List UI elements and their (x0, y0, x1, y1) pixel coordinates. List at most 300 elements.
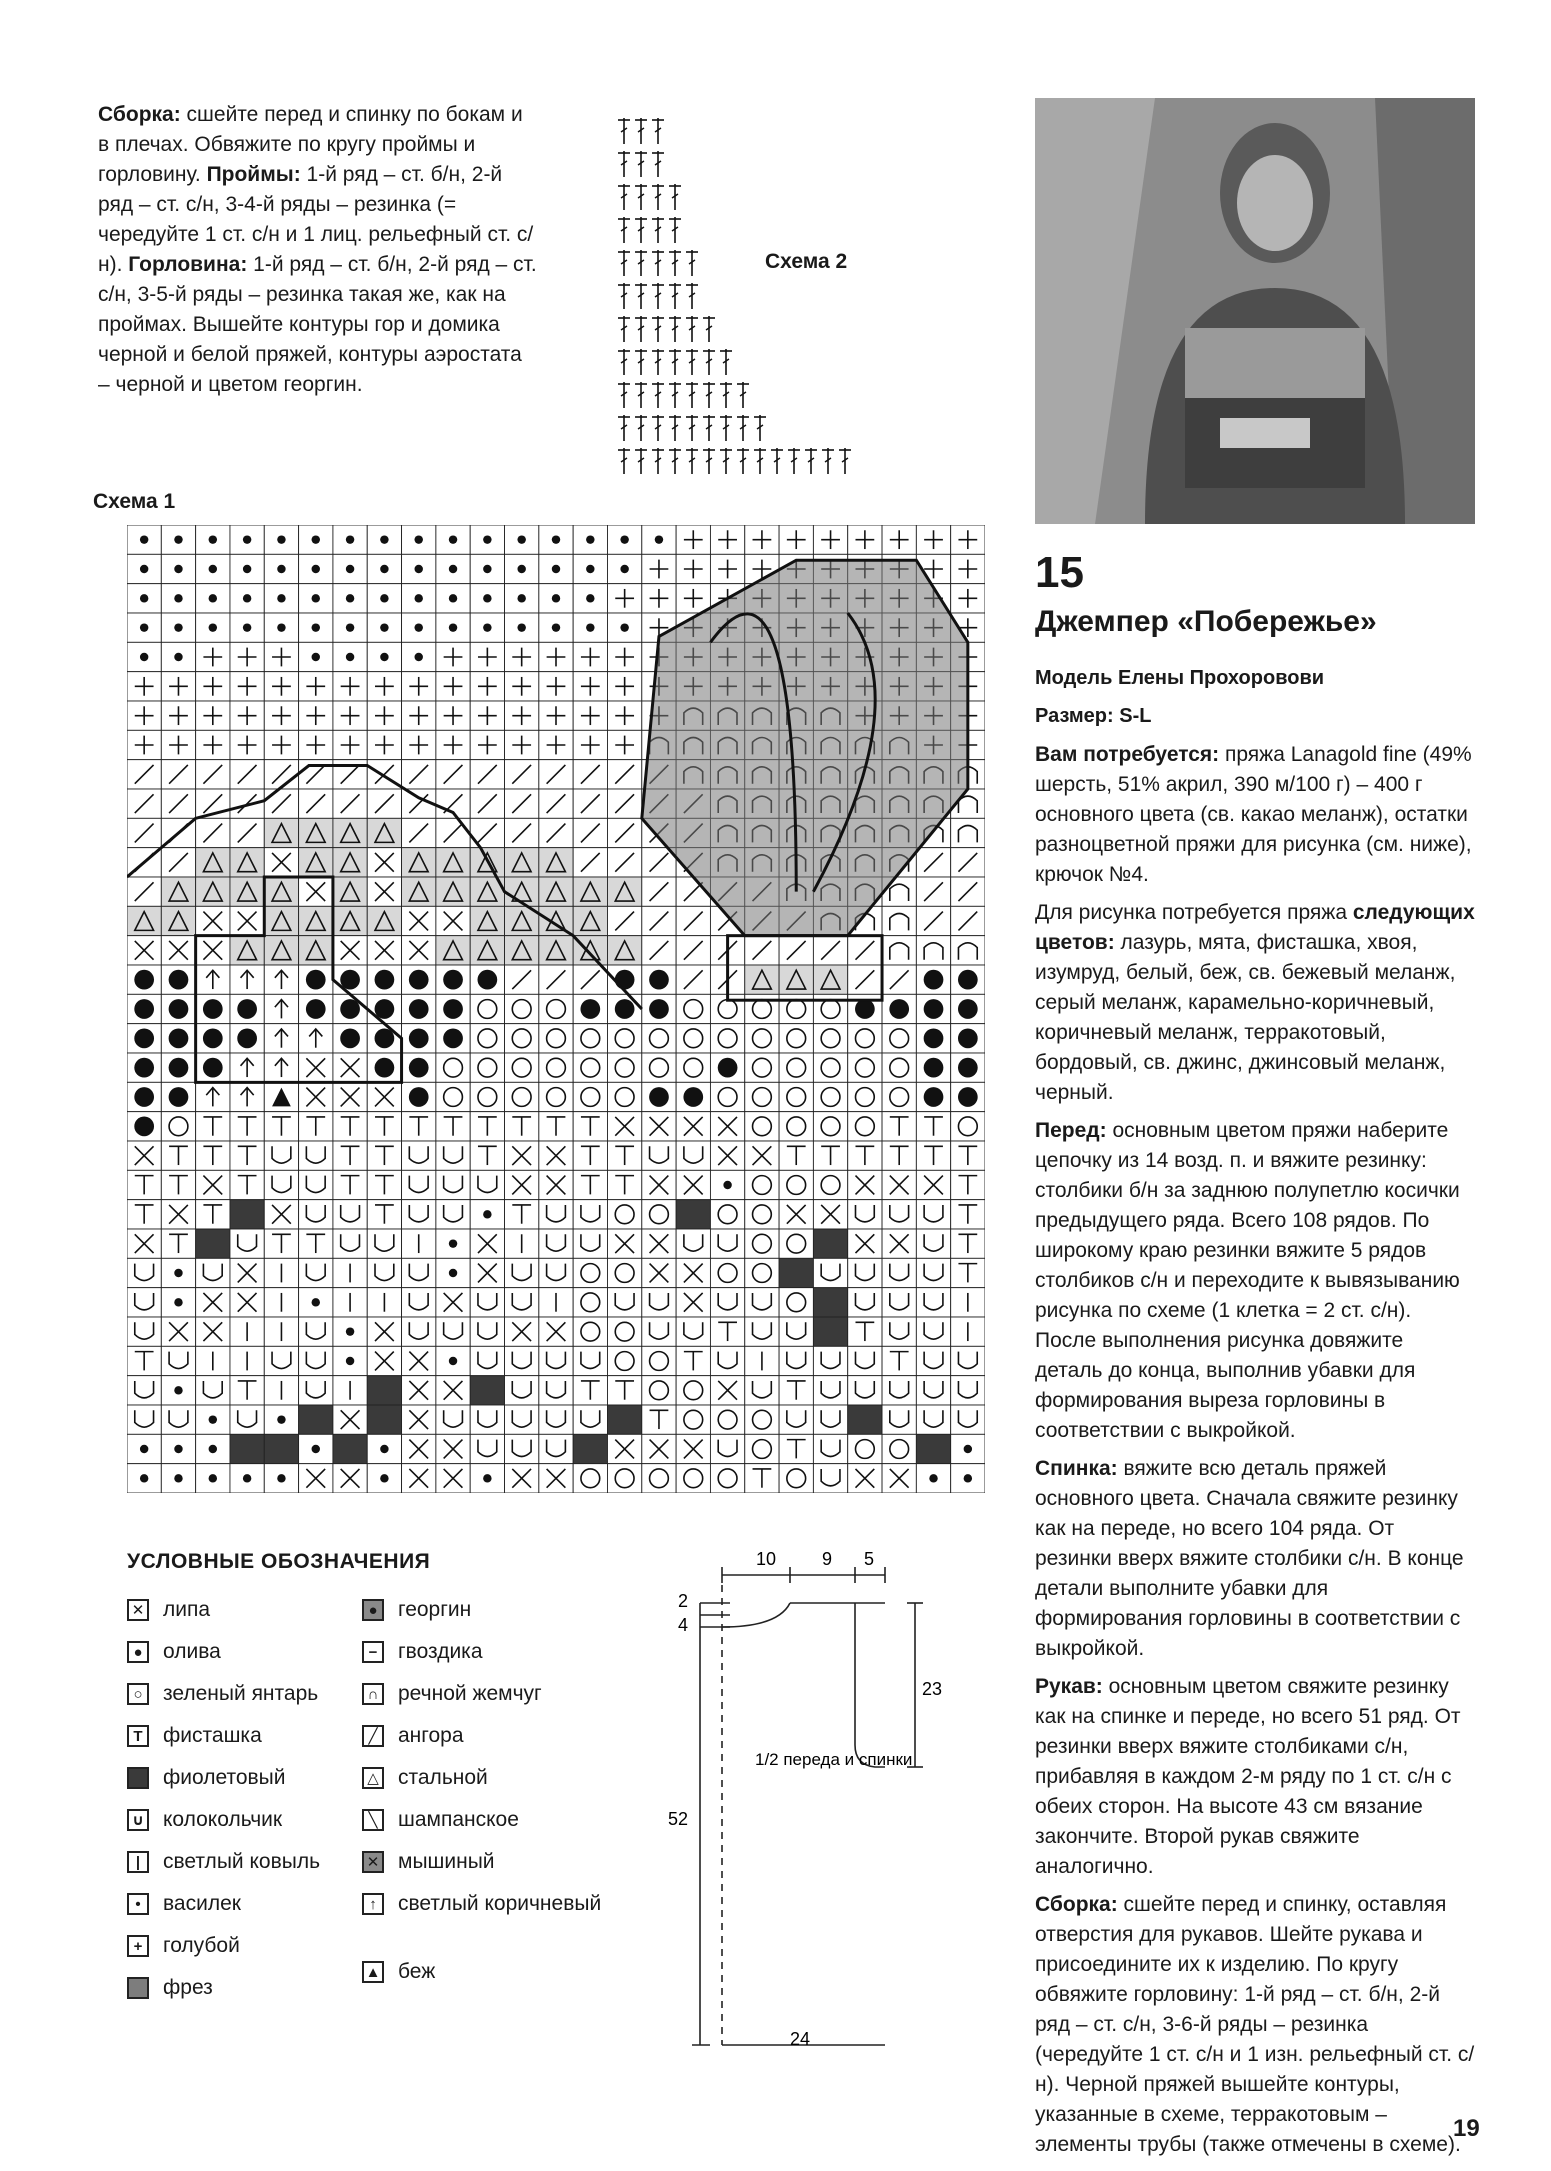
chart-cell (299, 1464, 333, 1493)
chart-cell (161, 613, 195, 642)
legend-label: фисташка (163, 1724, 262, 1747)
chart-cell (161, 848, 195, 877)
chart-cell (161, 1258, 195, 1287)
chart-cell (436, 936, 470, 965)
chart-cell (196, 936, 230, 965)
chart-cell (161, 1024, 195, 1053)
chart-cell (127, 818, 161, 847)
chart-cell (196, 642, 230, 671)
legend-item (127, 1724, 387, 1766)
crochet-stitch (737, 415, 749, 441)
crochet-stitch (720, 415, 732, 441)
assembly-text: сшейте перед и спинку по бокам и в плечах. Обвяжите по кругу проймы и горловину. (98, 103, 523, 186)
chart-cell (402, 1141, 436, 1170)
chart-cell (607, 906, 641, 935)
chart-cell (264, 818, 298, 847)
chart-cell (539, 1082, 573, 1111)
chart-cell (813, 1024, 847, 1053)
chart-cell (196, 906, 230, 935)
chart-cell (333, 1346, 367, 1375)
chart-cell (573, 672, 607, 701)
chart-cell (196, 1024, 230, 1053)
chart-cell (436, 642, 470, 671)
chart-cell (848, 1170, 882, 1199)
crochet-stitch (754, 448, 766, 474)
chart-cell (436, 1405, 470, 1434)
chart-cell (573, 554, 607, 583)
chart-cell (127, 789, 161, 818)
chart-cell (539, 730, 573, 759)
chart-cell (196, 1288, 230, 1317)
chart-cell (161, 877, 195, 906)
chart-cell (436, 818, 470, 847)
chart-cell (367, 818, 401, 847)
chart-cell (333, 789, 367, 818)
front-paragraph: Перед: основным цветом пряжи наберите цепочку из 14 возд. п. и вяжите резинку: столбики б/н за заднюю полупетлю косички предыдущего ряда. Всего 108 рядов. По широкому краю резинки вяжите 5 рядов столбиков с/н и переходите к вывязыванию рисунка по схеме (1 клетка = 2 ст. с/н). После выполнения рисунка довяжите деталь до конца, выполнив убавки для формирования выреза горловины в соответствии с выкройкой. (1035, 1119, 1460, 1442)
chart-cell (264, 1141, 298, 1170)
chart-cell (436, 730, 470, 759)
crochet-stitch (652, 316, 664, 342)
chart-cell (813, 1229, 847, 1258)
chart-cell (367, 554, 401, 583)
chart-cell (264, 730, 298, 759)
chart-cell (196, 525, 230, 554)
chart-cell (127, 1082, 161, 1111)
chart-cell (710, 1434, 744, 1463)
chart-cell (573, 584, 607, 613)
crochet-stitch (618, 316, 630, 342)
chart-cell (710, 1082, 744, 1111)
chart-cell (607, 672, 641, 701)
chart-cell (813, 1112, 847, 1141)
chart-cell (367, 1053, 401, 1082)
chart-cell (573, 613, 607, 642)
chart-cell (436, 1376, 470, 1405)
chart-cell (607, 1288, 641, 1317)
chart-cell (642, 1112, 676, 1141)
chart-cell (264, 994, 298, 1023)
legend-item (127, 1640, 387, 1682)
chart-cell (230, 1170, 264, 1199)
chart-cell (161, 1082, 195, 1111)
chart-cell (916, 525, 950, 554)
chart-cell (264, 1376, 298, 1405)
chart-cell (951, 1200, 985, 1229)
chart-cell (436, 1464, 470, 1493)
chart-cell (196, 1112, 230, 1141)
chart-cell (676, 1112, 710, 1141)
chart-cell (676, 1288, 710, 1317)
chart-cell (951, 906, 985, 935)
chart-cell (127, 1200, 161, 1229)
chart-cell (779, 1288, 813, 1317)
chart-cell (299, 1053, 333, 1082)
chart-cell (299, 642, 333, 671)
chart-cell (333, 1024, 367, 1053)
chart-cell (505, 848, 539, 877)
chart-cell (402, 1288, 436, 1317)
chart-cell (230, 906, 264, 935)
legend-item (362, 1892, 622, 1960)
chart-cell (813, 1141, 847, 1170)
chart-cell (264, 525, 298, 554)
chart-cell (710, 1229, 744, 1258)
crochet-stitch (686, 283, 698, 309)
chart-cell (848, 1200, 882, 1229)
chart-cell (333, 554, 367, 583)
chart-cell (470, 965, 504, 994)
chart-cell (539, 1346, 573, 1375)
chart-cell (127, 1141, 161, 1170)
crochet-stitch (686, 349, 698, 375)
chart-cell (882, 1434, 916, 1463)
chart-cell (470, 642, 504, 671)
chart-cell (402, 672, 436, 701)
chart-cell (607, 760, 641, 789)
measure-top-10: 10 (756, 1549, 777, 1569)
chart-cell (951, 1434, 985, 1463)
chart-cell (779, 1405, 813, 1434)
chart-cell (916, 1170, 950, 1199)
chart-cell (367, 584, 401, 613)
chart-cell (127, 1376, 161, 1405)
chart-cell (299, 1405, 333, 1434)
crochet-stitch (737, 382, 749, 408)
legend-symbol-icon: ↑ (362, 1893, 384, 1915)
chart-cell (127, 613, 161, 642)
legend-label: шампанское (398, 1808, 519, 1831)
chart-cell (230, 1082, 264, 1111)
chart-cell (848, 1405, 882, 1434)
chart-cell (848, 1082, 882, 1111)
crochet-stitch (635, 217, 647, 243)
legend-symbol-icon: − (362, 1641, 384, 1663)
colors-paragraph: Для рисунка потребуется пряжа следующих цветов: лазурь, мята, фисташка, хвоя, изумруд, белый, беж, св. бежевый меланж, серый меланж, карамельно-коричневый, коричневый меланж, терракотовый, бордовый, св. джинс, джинсовый меланж, черный. (1035, 901, 1475, 1104)
legend-item (127, 1892, 387, 1934)
chart-cell (470, 1288, 504, 1317)
legend-label: светлый ковыль (163, 1850, 321, 1873)
chart-cell (539, 1258, 573, 1287)
chart-cell (573, 906, 607, 935)
chart-cell (505, 1317, 539, 1346)
chart-cell (367, 965, 401, 994)
crochet-stitch (703, 448, 715, 474)
chart-cell (333, 1053, 367, 1082)
chart-cell (333, 1112, 367, 1141)
chart-cell (676, 906, 710, 935)
chart-cell (505, 701, 539, 730)
chart-cell (127, 672, 161, 701)
legend-label: георгин (398, 1598, 472, 1621)
chart-cell (196, 730, 230, 759)
legend-item (362, 1682, 622, 1724)
chart-cell (505, 1229, 539, 1258)
chart-cell (573, 642, 607, 671)
chart-cell (882, 1288, 916, 1317)
chart-cell (539, 672, 573, 701)
chart-cell (161, 1346, 195, 1375)
chart-cell (539, 1376, 573, 1405)
chart-cell (882, 1376, 916, 1405)
chart-cell (333, 1141, 367, 1170)
chart-cell (161, 1141, 195, 1170)
chart-cell (127, 554, 161, 583)
legend-item (362, 1850, 622, 1892)
chart-cell (333, 584, 367, 613)
chart-cell (607, 1346, 641, 1375)
chart-cell (402, 584, 436, 613)
chart-cell (196, 1053, 230, 1082)
chart-cell (573, 1434, 607, 1463)
chart-cell (367, 848, 401, 877)
chart-cell (264, 613, 298, 642)
chart-cell (745, 1141, 779, 1170)
chart-cell (127, 1024, 161, 1053)
chart-cell (470, 789, 504, 818)
chart-cell (367, 1082, 401, 1111)
chart-cell (333, 701, 367, 730)
chart-cell (230, 994, 264, 1023)
chart-cell (402, 730, 436, 759)
chart-cell (230, 1053, 264, 1082)
chart-cell (642, 1053, 676, 1082)
chart-cell (402, 1317, 436, 1346)
chart-cell (573, 1082, 607, 1111)
crochet-stitch (635, 151, 647, 177)
chart-cell (745, 1170, 779, 1199)
chart-cell (916, 1434, 950, 1463)
chart-cell (436, 848, 470, 877)
chart-cell (951, 1464, 985, 1493)
chart-cell (642, 584, 676, 613)
chart-cell (264, 642, 298, 671)
chart-cell (607, 1141, 641, 1170)
legend-symbol-icon: T (127, 1725, 149, 1747)
chart-cell (230, 730, 264, 759)
chart-cell (916, 1288, 950, 1317)
legend-item (127, 1682, 387, 1724)
chart-cell (196, 1170, 230, 1199)
chart-cell (676, 1346, 710, 1375)
chart-cell (367, 994, 401, 1023)
chart-cell (607, 1376, 641, 1405)
chart-cell (607, 1405, 641, 1434)
chart-cell (745, 1346, 779, 1375)
chart-cell (230, 1258, 264, 1287)
chart-cell (230, 613, 264, 642)
chart-cell (230, 877, 264, 906)
legend-item (127, 1598, 387, 1640)
chart-cell (127, 936, 161, 965)
chart-cell (299, 994, 333, 1023)
chart-cell (539, 936, 573, 965)
chart-cell (470, 936, 504, 965)
chart-cell (127, 1464, 161, 1493)
crochet-stitch (754, 415, 766, 441)
crochet-stitch (703, 349, 715, 375)
chart-cell (436, 554, 470, 583)
chart-cell (607, 789, 641, 818)
chart-cell (882, 1082, 916, 1111)
chart-cell (196, 672, 230, 701)
chart-cell (676, 554, 710, 583)
chart-cell (813, 1346, 847, 1375)
chart-cell (436, 1053, 470, 1082)
chart-cell (539, 525, 573, 554)
chart-cell (573, 1229, 607, 1258)
chart-cell (951, 1376, 985, 1405)
crochet-stitch (652, 382, 664, 408)
crochet-stitch (669, 184, 681, 210)
chart-cell (882, 1170, 916, 1199)
assembly-paragraph: Сборка: сшейте перед и спинку, оставляя отверстия для рукавов. Шейте рукава и присоедините их к изделию. По кругу обвяжите горловину: 1-й ряд – ст. б/н, 2-й ряд – ст. с/н, 3-6-й ряды – резинка (чередуйте 1 ст. с/н и 1 изн. рельефный ст. с/н). Черной пряжей вышейте контуры, указанные в схеме, терракотовым – элементы трубы (также отмечены в схеме). (1035, 1893, 1475, 2156)
chart-cell (505, 760, 539, 789)
chart-cell (436, 1112, 470, 1141)
chart-cell (470, 1141, 504, 1170)
chart-cell (196, 1200, 230, 1229)
chart-cell (813, 1464, 847, 1493)
chart-cell (916, 1346, 950, 1375)
crochet-stitch (669, 250, 681, 276)
chart-cell (779, 936, 813, 965)
crochet-stitch (720, 382, 732, 408)
chart-cell (436, 1141, 470, 1170)
legend-label: колокольчик (163, 1808, 283, 1831)
chart-cell (505, 1464, 539, 1493)
legend-symbol-icon: ● (127, 1641, 149, 1663)
chart-cell (916, 965, 950, 994)
legend-label: фрез (163, 1976, 213, 1999)
chart-cell (436, 994, 470, 1023)
chart-cell (470, 1258, 504, 1287)
chart-cell (127, 1405, 161, 1434)
chart-cell (264, 1405, 298, 1434)
chart-cell (333, 818, 367, 847)
chart-cell (367, 1288, 401, 1317)
chart-cell (676, 1317, 710, 1346)
crochet-stitch (618, 448, 630, 474)
chart-cell (367, 525, 401, 554)
chart-cell (951, 554, 985, 583)
chart-cell (402, 877, 436, 906)
chart-cell (779, 1024, 813, 1053)
chart-cell (127, 584, 161, 613)
chart-cell (745, 1258, 779, 1287)
legend-left-column (127, 1598, 387, 2018)
chart-cell (299, 906, 333, 935)
chart-cell (916, 1082, 950, 1111)
crochet-stitch (635, 316, 647, 342)
chart-cell (505, 1112, 539, 1141)
chart-cell (848, 1112, 882, 1141)
chart-cell (436, 613, 470, 642)
chart-cell (573, 848, 607, 877)
chart-cell (813, 525, 847, 554)
chart-cell (127, 1346, 161, 1375)
chart-cell (127, 1288, 161, 1317)
pattern-label: 1/2 переда и спинки (755, 1750, 913, 1769)
chart-cell (951, 1405, 985, 1434)
legend-item (362, 1598, 622, 1640)
chart-cell (161, 994, 195, 1023)
chart-cell (367, 1024, 401, 1053)
crochet-stitch (618, 250, 630, 276)
chart-cell (264, 1082, 298, 1111)
chart-cell (573, 1317, 607, 1346)
chart-cell (848, 1053, 882, 1082)
chart-cell (676, 584, 710, 613)
chart-cell (196, 1141, 230, 1170)
chart-cell (745, 1405, 779, 1434)
chart-cell (367, 1200, 401, 1229)
chart-cell (916, 1141, 950, 1170)
chart-cell (470, 730, 504, 759)
legend-item (127, 1766, 387, 1808)
chart-cell (951, 1141, 985, 1170)
chart-cell (230, 672, 264, 701)
chart-cell (470, 760, 504, 789)
chart-cell (505, 1082, 539, 1111)
chart-cell (470, 1405, 504, 1434)
chart-cell (779, 1141, 813, 1170)
chart-cell (299, 789, 333, 818)
chart-cell (642, 1141, 676, 1170)
chart-cell (882, 994, 916, 1023)
chart-cell (607, 1229, 641, 1258)
chart-cell (745, 936, 779, 965)
chart-cell (299, 554, 333, 583)
chart-cell (299, 818, 333, 847)
chart-cell (402, 554, 436, 583)
assembly-top-text (98, 100, 538, 400)
chart-cell (505, 965, 539, 994)
chart-cell (882, 1346, 916, 1375)
chart-cell (264, 1288, 298, 1317)
chart-cell (402, 1229, 436, 1258)
chart-cell (367, 936, 401, 965)
chart-cell (333, 1229, 367, 1258)
chart-cell (882, 906, 916, 935)
chart-cell (882, 936, 916, 965)
chart-cell (196, 994, 230, 1023)
chart-cell (573, 818, 607, 847)
chart-cell (402, 1464, 436, 1493)
chart-cell (264, 906, 298, 935)
chart-cell (505, 1053, 539, 1082)
chart-cell (951, 848, 985, 877)
chart-cell (607, 1317, 641, 1346)
chart-cell (402, 1376, 436, 1405)
chart-cell (264, 584, 298, 613)
legend-title: УСЛОВНЫЕ ОБОЗНАЧЕНИЯ (127, 1550, 431, 1573)
chart-cell (436, 906, 470, 935)
crochet-stitch (618, 415, 630, 441)
chart-cell (505, 936, 539, 965)
chart-cell (676, 1170, 710, 1199)
chart-cell (436, 1288, 470, 1317)
chart-cell (264, 1053, 298, 1082)
chart-cell (470, 1082, 504, 1111)
chart-cell (916, 1229, 950, 1258)
crochet-stitch (720, 448, 732, 474)
chart-cell (642, 1024, 676, 1053)
chart-cell (813, 1200, 847, 1229)
model-number: 15 (1035, 548, 1084, 597)
chart-cell (710, 1200, 744, 1229)
chart-cell (333, 1376, 367, 1405)
chart-cell (607, 730, 641, 759)
chart-cell (230, 1434, 264, 1463)
